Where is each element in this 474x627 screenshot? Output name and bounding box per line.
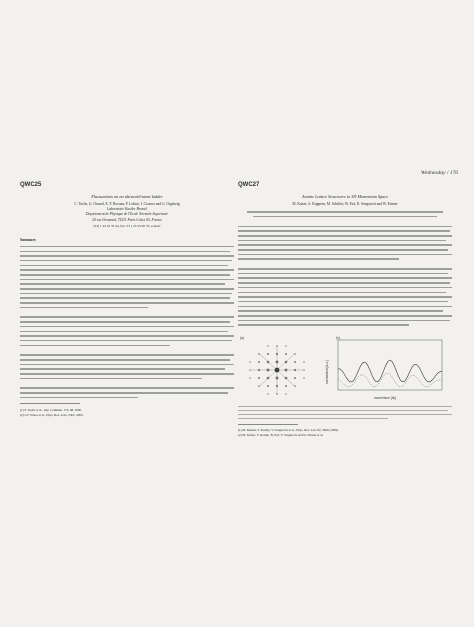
lattice-spot bbox=[303, 369, 305, 371]
lattice-spot bbox=[267, 393, 268, 394]
abstract-title: Atomic Lattice Structures in 3D Momentum Space bbox=[301, 194, 389, 199]
lattice-spot bbox=[285, 345, 286, 346]
lattice-spot bbox=[294, 377, 296, 379]
abstract-code: QWC27 bbox=[238, 182, 260, 188]
summary-heading: Summary bbox=[20, 237, 37, 242]
lattice-spot bbox=[267, 353, 269, 355]
reference-rule bbox=[238, 424, 298, 425]
lattice-spot bbox=[267, 385, 269, 387]
abstract-qwc27 bbox=[238, 182, 452, 438]
affiliation-line: Laboratoire Kastler Brossel bbox=[106, 207, 148, 212]
momentum-profile-plot bbox=[322, 332, 448, 402]
lattice-spot bbox=[249, 377, 250, 378]
lattice-spot bbox=[258, 361, 260, 363]
figure-label-a: (a) bbox=[240, 335, 244, 340]
abstract-authors: M. Kaiser, S. Kuppens, M. Schiffer, W. Erd, K. Sengstock and W. Ertmer bbox=[292, 202, 398, 206]
reference-item: [2] L.F. Pinoo et al., Phys. Rev. A 62, 2302, 2000. bbox=[20, 412, 84, 417]
abstract-qwc25 bbox=[20, 182, 234, 417]
reference-rule bbox=[20, 403, 80, 404]
body-text-block bbox=[20, 246, 234, 399]
affiliation-line: 24 rue Lhomond, 75231 Paris Cedex 05, France bbox=[92, 217, 162, 222]
reference-item: [1] P. Tuchs et al., Opt. Commun. 176, 68, 2000. bbox=[20, 407, 82, 412]
figure bbox=[238, 332, 452, 402]
affiliation-line: Departement de Physique de l'Ecole Normale Superieure bbox=[85, 212, 169, 217]
lattice-spot bbox=[285, 353, 287, 355]
lattice-spot bbox=[285, 385, 287, 387]
running-head: Wednesday / 176 bbox=[420, 170, 458, 176]
momentum-lattice-image bbox=[238, 332, 316, 402]
lattice-spot bbox=[303, 361, 304, 362]
y-axis-label: normalized [a.u.] bbox=[325, 360, 329, 384]
reference-item: [1] M. Raizen, V. Kramp, V. Sengstock et al., Phys. Rev. Lett. 82, 3466 (1999). bbox=[238, 428, 339, 433]
reference-item: [2] M. Kaiser, V. Kramp, B. Erd, V. Sengstock and W. Ertmer et al. bbox=[238, 433, 324, 438]
lattice-spot bbox=[285, 393, 286, 394]
contact-line: (33) 1 44 32 33 44, fax: 33 1 45 35 00 76, e-mail: bbox=[93, 223, 161, 228]
x-axis-label: momentum [hk] bbox=[374, 395, 396, 400]
abstract-title: Fluctuations on an ultracold-atom ladder bbox=[91, 194, 163, 199]
lattice-spot bbox=[249, 361, 250, 362]
lattice-spot bbox=[258, 377, 260, 379]
lattice-spot bbox=[294, 361, 296, 363]
body-text-block bbox=[238, 226, 452, 326]
figure-caption bbox=[238, 406, 452, 419]
figure-label-b: (b) bbox=[336, 335, 340, 340]
affiliation-block bbox=[238, 211, 452, 217]
abstract-code: QWC25 bbox=[20, 182, 42, 188]
lattice-spot bbox=[267, 345, 268, 346]
lattice-spot bbox=[303, 377, 304, 378]
abstract-authors: C. Tuchs, G. Orsaud, E. F. Rovana, F. Lolnat, J. Cicaroo and G. Orgsberg bbox=[74, 202, 180, 206]
lattice-spot bbox=[249, 369, 251, 371]
